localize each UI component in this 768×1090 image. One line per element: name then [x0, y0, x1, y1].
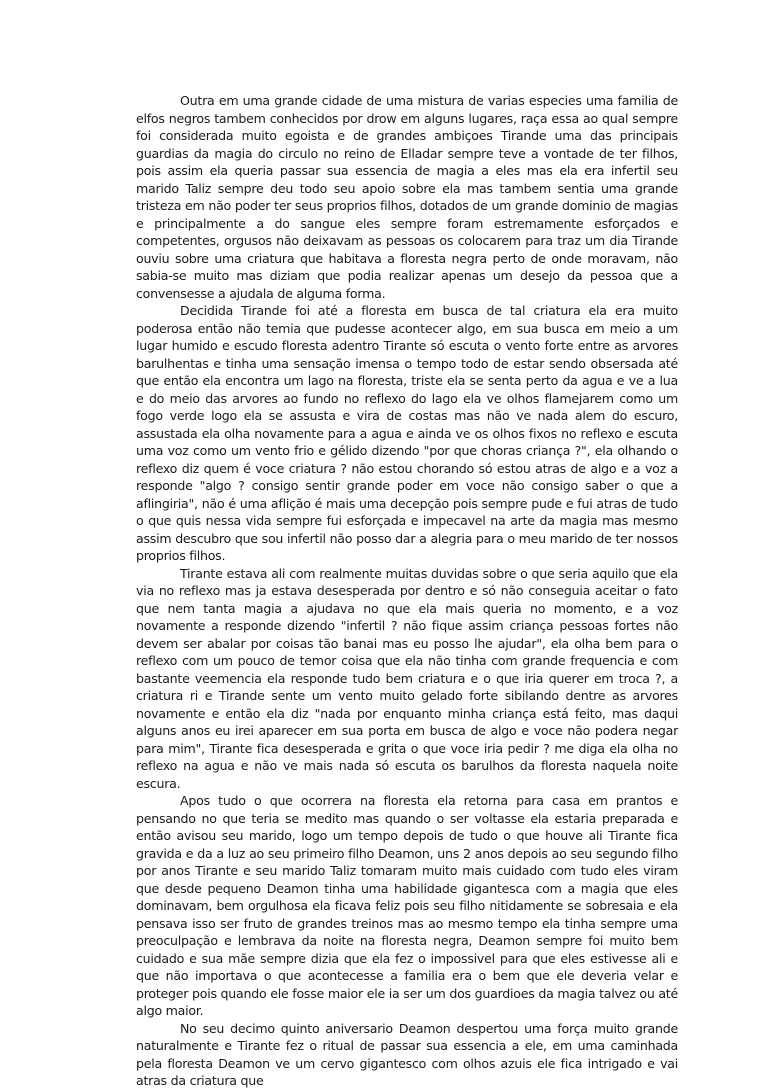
paragraph-1: Outra em uma grande cidade de uma mistura de varias especies uma familia de elfos negros tambem conhecidos por drow em alguns lugares, raça essa ao qual sempre foi considerada muito egoista e de grandes ambiçoes Tirande uma das principais guardias da magia do circulo no reino de Elladar sempre teve a vontade de ter filhos, pois assim ela queria passar sua essencia de magia a eles mas ela era infertil seu marido Taliz sempre deu todo seu apoio sobre ela mas tambem sentia uma grande tristeza em não poder ter seus proprios filhos, dotados de um grande dominio de magias e principalmente a do sangue eles sempre foram estremamente esforçados e competentes, orgusos não deixavam as pessoas os colocarem para traz um dia Tirande ouviu sobre uma criatura que habitava a floresta negra perto de onde moravam, não sabia-se muito mas diziam que podia realizar apenas um desejo da pessoa que a convensesse a ajudala de alguma forma. [136, 93, 678, 301]
paragraph-4: Apos tudo o que ocorrera na floresta ela retorna para casa em prantos e pensando no que teria se medito mas quando o ser voltasse ela estaria preparada e então avisou seu marido, logo um tempo depois de tudo o que houve ali Tirante fica gravida e da a luz ao seu primeiro filho Deamon, uns 2 anos depois ao seu segundo filho por anos Tirante e seu marido Taliz tomaram muito mais cuidado com tudo eles viram que desde pequeno Deamon tinha uma habilidade gigantesca com a magia que eles dominavam, bem orgulhosa ela ficava feliz pois seu filho nitidamente se sobresaia e ela pensava isso ser fruto de grandes treinos mas ao mesmo tempo ela tinha sempre uma preoculpação e lembrava da noite na floresta negra, Deamon sempre foi muito bem cuidado e sua mãe sempre dizia que ela fez o impossivel para que eles estivesse ali e que não importava o que acontecesse a familia era o bem que ele deveria velar e proteger pois quando ele fosse maior ele ia ser um dos guardioes da magia talvez ou até algo maior. [136, 793, 678, 1018]
paragraph-5: No seu decimo quinto aniversario Deamon despertou uma força muito grande naturalmente e Tirante fez o ritual de passar sua essencia a ele, em uma caminhada pela floresta Deamon ve um cervo gigantesco com olhos azuis ele fica intrigado e vai atras da criatura que [136, 1020, 678, 1088]
document-page [136, 92, 678, 1090]
paragraph-2: Decidida Tirande foi até a floresta em busca de tal criatura ela era muito poderosa então não temia que pudesse acontecer algo, em sua busca em meio a um lugar humido e escudo floresta adentro Tirante só escuta o vento forte entre as arvores barulhentas e tinha uma sensação imensa o tempo todo de estar sendo obsersada até que então ela encontra um lago na floresta, triste ela se senta perto da agua e ve a lua e do meio das arvores ao fundo no reflexo do lago ela ve olhos flamejarem como um fogo verde logo ela se assusta e vira de costas mas não ve nada alem do escuro, assustada ela olha novamente para a agua e ainda ve os olhos fixos no reflexo e escuta uma voz como um vento frio e gélido dizendo "por que choras criança ?", ela olhando o reflexo diz quem é voce criatura ? não estou chorando só estou atras de algo e a voz a responde "algo ? consigo sentir grande poder em voce não consigo saber o que a aflingiria", não é uma aflição é mais uma decepção pois sempre pude e fui atras de tudo o que quis nessa vida sempre fui esforçada e impecavel na arte da magia mas mesmo assim descubro que sou infertil não posso dar a alegria para o meu marido de ter nossos proprios filhos. [136, 303, 678, 563]
paragraph-3: Tirante estava ali com realmente muitas duvidas sobre o que seria aquilo que ela via no reflexo mas ja estava desesperada por dentro e só não conseguia aceitar o fato que nem tanta magia a ajudava no que ela mais queria no momento, e a voz novamente a responde dizendo "infertil ? não fique assim criança pessoas fortes não devem ser abalar por coisas tão banai mas eu posso lhe ajudar", ela olha bem para o reflexo com um pouco de temor coisa que ela não tinha com grande frequencia e com bastante veemencia ela responde tudo bem criatura e o que iria querer em troca ?, a criatura ri e Tirande sente um vento muito gelado forte sibilando dentre as arvores novamente e então ela diz "nada por enquanto minha criança está feito, mas daqui alguns anos eu irei aparecer em sua porta em busca de algo e voce não podera negar para mim", Tirante fica desesperada e grita o que voce iria pedir ? me diga ela olha no reflexo na agua e não ve mais nada só escuta os barulhos da floresta naquela noite escura. [136, 565, 678, 791]
